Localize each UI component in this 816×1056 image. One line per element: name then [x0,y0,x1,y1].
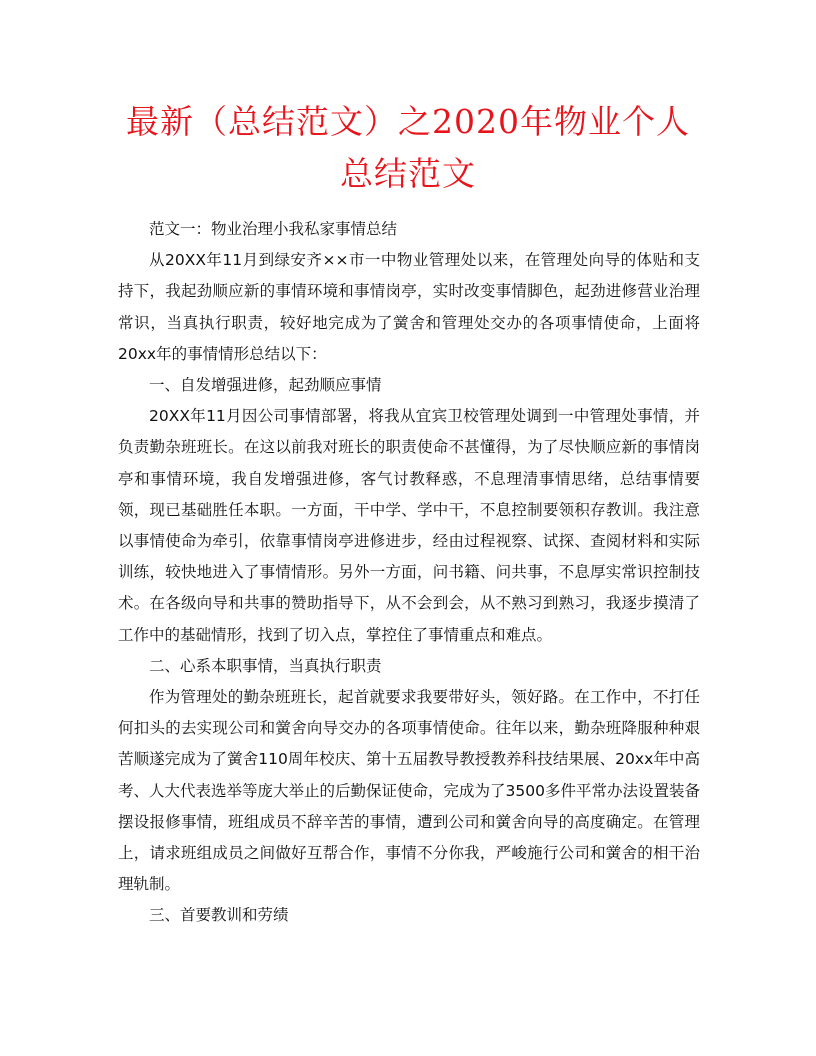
section-heading: 二、心系本职事情，当真执行职责 [149,656,382,675]
body-paragraph: 作为管理处的勤杂班班长，起首就要求我要带好头，领好路。在工作中，不打任何扣头的去实现公司和黉舍向导交办的各项事情使命。往年以来，勤杂班降服种种艰苦顺遂完成为了黉舍110周年校庆、第十五届教导教授教养科技结果展、20xx年中高考、人大代表选举等庞大举止的后勤保证使命，完成为了3500多件平常办法设置装备摆设报修事情，班组成员不辞辛苦的事情，遭到公司和黉舍向导的高度确定。在管理上，请求班组成员之间做好互帮合作，事情不分你我，严峻施行公司和黉舍的相干治理轨制。 [118,688,700,894]
document-body [118,214,700,932]
section-heading: 范文一：物业治理小我私家事情总结 [149,220,398,238]
body-paragraph: 从20XX年11月到绿安齐××市一中物业管理处以来，在管理处向导的体贴和支持下，我起劲顺应新的事情环境和事情岗亭，实时改变事情脚色，起劲进修营业治理常识，当真执行职责，较好地完成为了黉舍和管理处交办的各项事情使命，上面将20xx年的事情情形总结以下： [118,251,700,363]
document-title: 最新（总结范文）之2020年物业个人总结范文 [126,102,690,193]
section-heading: 一、自发增强进修，起劲顺应事情 [149,376,382,395]
body-paragraph: 20XX年11月因公司事情部署，将我从宜宾卫校管理处调到一中管理处事情，并负责勤杂班班长。在这以前我对班长的职责使命不甚懂得，为了尽快顺应新的事情岗亭和事情环境，我自发增强进修，客气讨教释惑，不息理清事情思绪，总结事情要领，现已基础胜任本职。一方面，干中学、学中干，不息控制要领积存教训。我注意以事情使命为牵引，依靠事情岗亭进修进步，经由过程视察、试探、查阅材料和实际训练，较快地进入了事情情形。另外一方面，问书籍、问共事，不息厚实常识控制技术。在各级向导和共事的赞助指导下，从不会到会，从不熟习到熟习，我逐步摸清了工作中的基础情形，找到了切入点，掌控住了事情重点和难点。 [118,407,700,644]
section-heading: 三、首要教训和劳绩 [149,906,289,925]
